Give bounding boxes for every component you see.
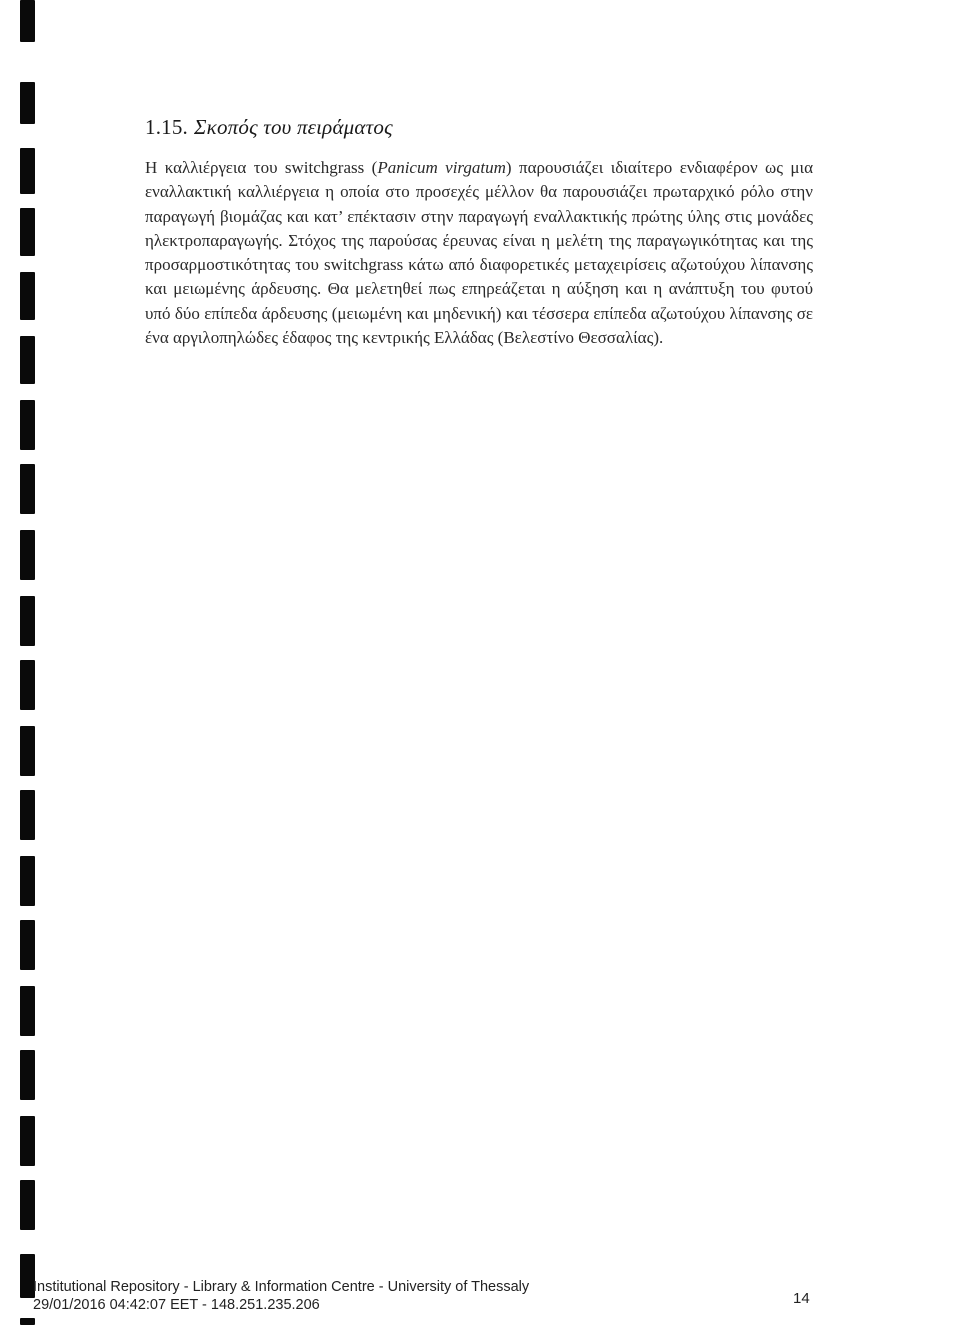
binding-mark — [20, 336, 35, 384]
binding-mark — [20, 920, 35, 970]
binding-mark — [20, 856, 35, 906]
binding-mark — [20, 272, 35, 320]
binding-mark — [20, 1318, 35, 1325]
binding-mark — [20, 400, 35, 450]
repository-footer: Institutional Repository - Library & Information Centre - University of Thessaly — [33, 1279, 530, 1295]
binding-mark — [20, 530, 35, 580]
binding-mark — [20, 0, 35, 42]
binding-mark — [20, 1050, 35, 1100]
section-heading — [145, 115, 393, 140]
paragraph-body: ) παρουσιάζει ιδιαίτερο ενδιαφέρον ως μια εναλλακτική καλλιέργεια η οποία στο προσεχές μέλλον θα παρουσιάζει πρωταρχικό ρόλο στην παραγωγή βιομάζας και κατ’ επέκτασιν στην παραγωγή εναλλακτικής πρώτης ύλης στις μονάδες ηλεκτροπαραγωγής. Στόχος της παρούσας έρευνας είναι η μελέτη της παραγωγικότητας και της προσαρμοστικότητας του switchgrass κάτω από διαφορετικές μεταχειρίσεις αζωτούχου λίπανσης και μειωμένης άρδευσης. Θα μελετηθεί πως επηρεάζεται η αύξηση και η ανάπτυξη του φυτού υπό δύο επίπεδα άρδευσης (μειωμένη και μηδενική) και τέσσερα επίπεδα αζωτούχου λίπανσης σε ένα αργιλοπηλώδες έδαφος της κεντρικής Ελλάδας (Βελεστίνο Θεσσαλίας). — [145, 158, 813, 348]
binding-mark — [20, 208, 35, 256]
species-name: Panicum virgatum — [377, 158, 506, 177]
body-paragraph — [145, 156, 813, 350]
section-title: Σκοπός του πειράματος — [194, 115, 393, 139]
binding-mark — [20, 726, 35, 776]
download-timestamp: 29/01/2016 04:42:07 EET - 148.251.235.206 — [33, 1297, 320, 1313]
binding-mark — [20, 596, 35, 646]
binding-mark — [20, 1180, 35, 1230]
binding-mark — [20, 148, 35, 194]
section-number: 1.15. — [145, 115, 188, 139]
page-number: 14 — [793, 1290, 810, 1307]
paragraph-intro: Η καλλιέργεια του switchgrass ( — [145, 158, 378, 177]
binding-mark — [20, 1116, 35, 1166]
binding-mark — [20, 790, 35, 840]
binding-mark — [20, 986, 35, 1036]
binding-mark — [20, 464, 35, 514]
binding-mark — [20, 660, 35, 710]
binding-mark — [20, 82, 35, 124]
